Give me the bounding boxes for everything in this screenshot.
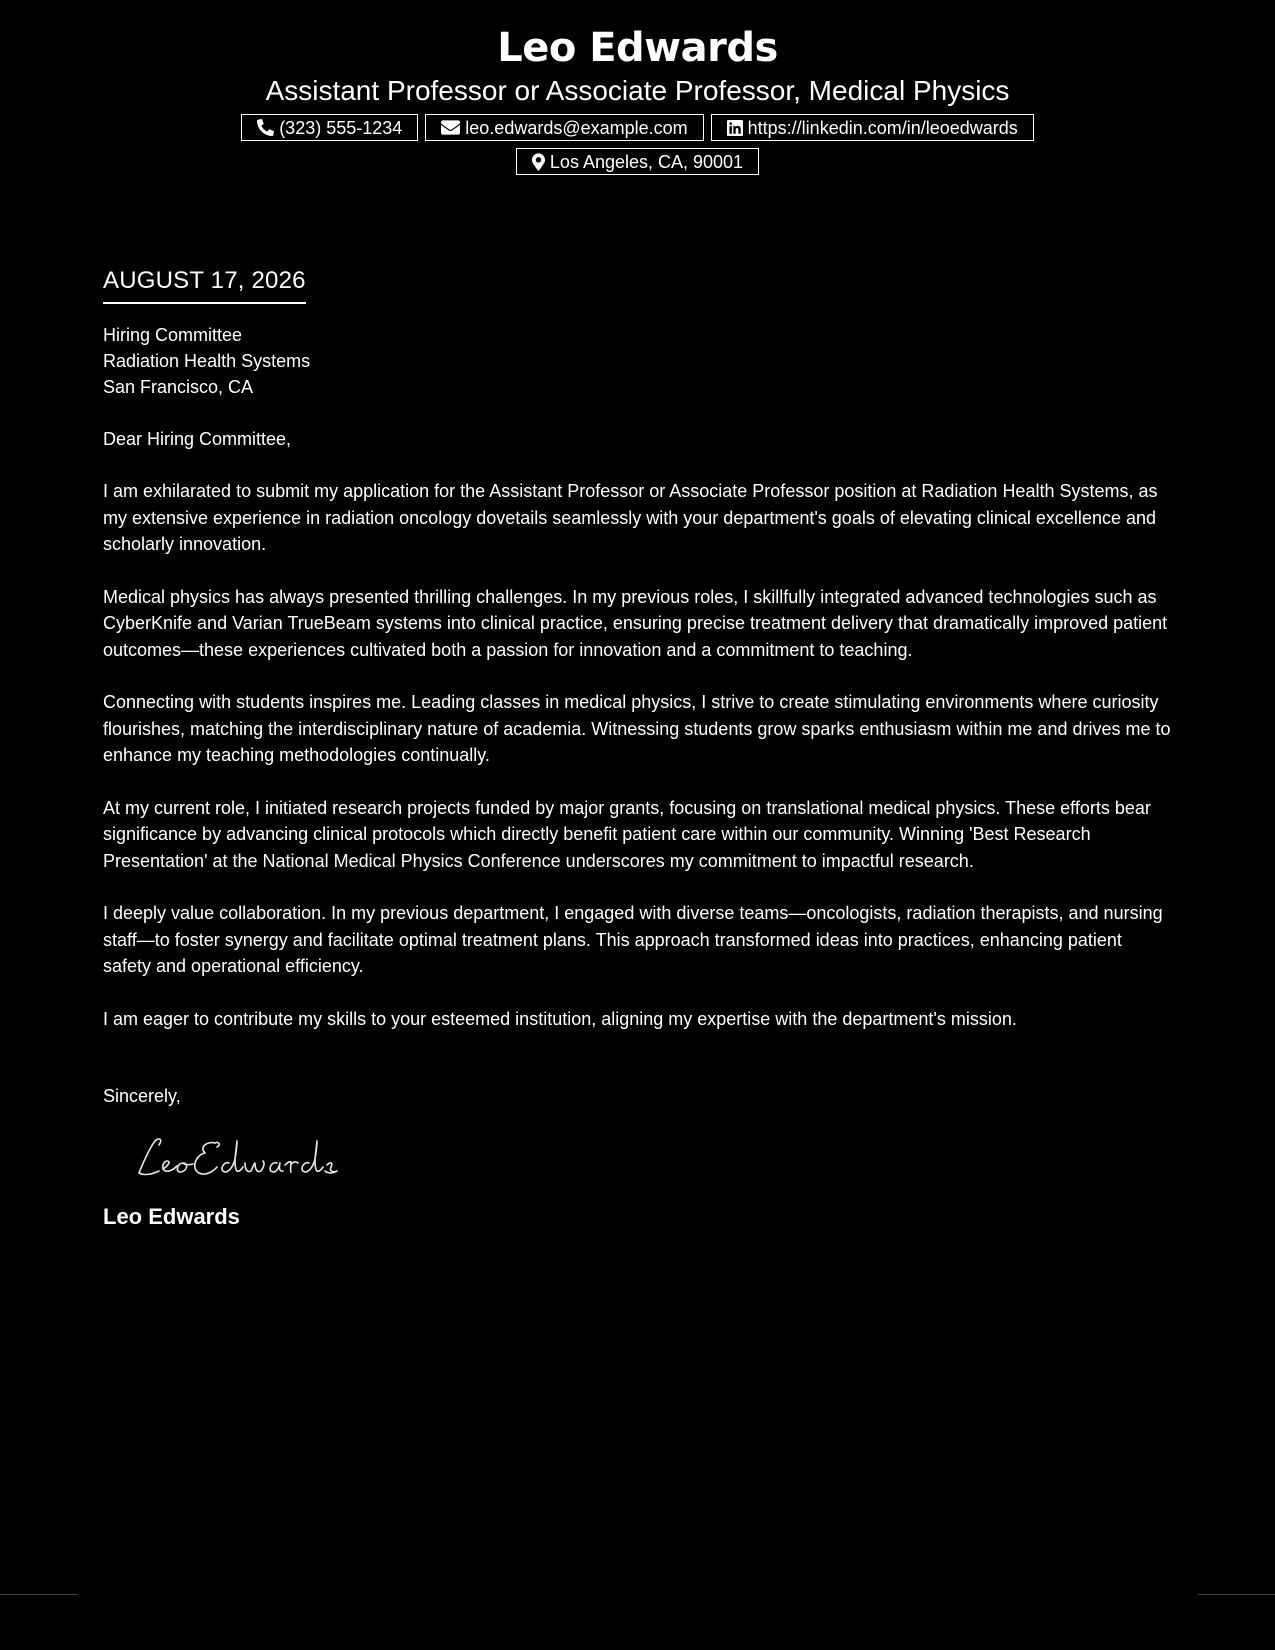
phone-chip[interactable] <box>241 114 418 141</box>
phone-text: (323) 555-1234 <box>279 117 403 138</box>
body-paragraph: Medical physics has always presented thrilling challenges. In my previous roles, I skillfully integrated advanced technologies such as CyberKnife and Varian TrueBeam systems into clinical practice, ensuring precise treatment delivery that dramatically improved patient outcomes—these experiences cultivated both a passion for innovation and a commitment to teaching. <box>103 586 1168 660</box>
recipient-line: Hiring Committee <box>103 325 243 345</box>
body-paragraph: Connecting with students inspires me. Leading classes in medical physics, I strive to create stimulating environments where curiosity flourishes, matching the interdisciplinary nature of academia. Witnessing students grow sparks enthusiasm within me and drives me to enhance my teaching methodologies continually. <box>103 692 1171 765</box>
applicant-name: Leo Edwards <box>497 25 778 71</box>
location-text: Los Angeles, CA, 90001 <box>549 151 744 172</box>
recipient-block <box>103 322 1173 400</box>
signature-image <box>133 1129 353 1187</box>
phone-icon <box>257 119 274 136</box>
linkedin-icon <box>727 120 743 136</box>
location-chip[interactable] <box>516 148 759 175</box>
footer-divider-right <box>1198 1594 1275 1595</box>
contact-row <box>0 114 1275 141</box>
contact-row-location <box>0 148 1275 175</box>
letter-date: AUGUST 17, 2026 <box>103 266 306 304</box>
map-marker-icon <box>532 153 545 171</box>
letter-header <box>0 22 1275 175</box>
signed-name: Leo Edwards <box>103 1204 240 1229</box>
salutation: Dear Hiring Committee, <box>103 429 292 449</box>
body-paragraph: I am exhilarated to submit my application for the Assistant Professor or Associate Professor position at Radiation Health Systems, as my extensive experience in radiation oncology dovetails seamlessly with your department's goals of elevating clinical excellence and scholarly innovation. <box>103 481 1158 554</box>
letter-body <box>103 266 1173 1231</box>
body-paragraph: I deeply value collaboration. In my previous department, I engaged with diverse teams—oncologists, radiation therapists, and nursing staff—to foster synergy and facilitate optimal treatment plans. This approach transformed ideas into practices, enhancing patient safety and operational efficiency. <box>103 903 1163 976</box>
email-chip[interactable] <box>425 114 703 141</box>
recipient-line: Radiation Health Systems <box>103 351 311 371</box>
footer-divider-left <box>0 1594 77 1595</box>
email-text: leo.edwards@example.com <box>465 117 688 138</box>
body-paragraph: At my current role, I initiated research projects funded by major grants, focusing on translational medical physics. These efforts bear significance by advancing clinical protocols which directly benefit patient care within our community. Winning 'Best Research Presentation' at the National Medical Physics Conference underscores my commitment to impactful research. <box>103 797 1151 871</box>
body-paragraph: I am eager to contribute my skills to your esteemed institution, aligning my expertise with the department's mission. <box>103 1008 1017 1029</box>
linkedin-chip[interactable] <box>711 114 1034 141</box>
envelope-icon <box>441 120 460 135</box>
closing: Sincerely, <box>103 1086 181 1106</box>
handwritten-signature <box>133 1129 1173 1187</box>
linkedin-text: https://linkedin.com/in/leoedwards <box>747 117 1018 138</box>
recipient-line: San Francisco, CA <box>103 377 254 397</box>
applicant-title: Assistant Professor or Associate Professor, Medical Physics <box>265 75 1010 106</box>
